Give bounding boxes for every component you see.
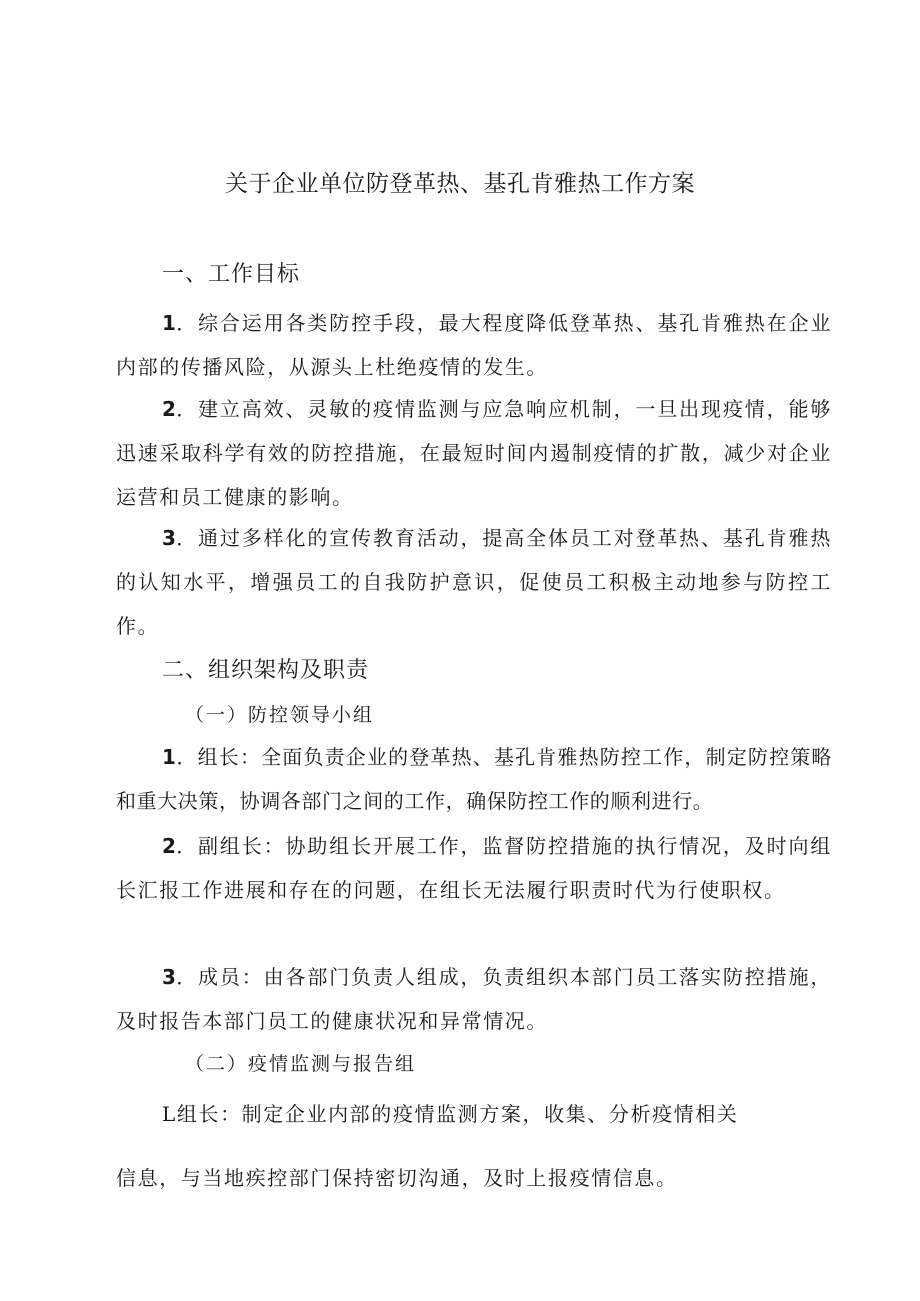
item-number: 2: [162, 834, 176, 858]
group1-item-1: [116, 735, 832, 823]
section1-item-3: [116, 516, 832, 648]
item-text: ．通过多样化的宣传教育活动，提高全体员工对登革热、基孔肯雅热的认知水平，增强员工的自我防护意识，促使员工积极主动地参与防控工作。: [116, 526, 832, 638]
item-number: 3: [162, 526, 176, 550]
section2-heading: 二、组织架构及职责: [162, 658, 370, 683]
item-text: ．综合运用各类防控手段，最大程度降低登革热、基孔肯雅热在企业内部的传播风险，从源头上杜绝疫情的发生。: [116, 311, 832, 379]
item-number: 1: [162, 745, 176, 769]
section1-heading: 一、工作目标: [162, 262, 301, 287]
item-number: 2: [162, 397, 176, 421]
item-number: 1: [162, 311, 176, 335]
item-text: ．副组长：协助组长开展工作，监督防控措施的执行情况，及时向组长汇报工作进展和存在的问题，在组长无法履行职责时代为行使职权。: [116, 834, 832, 902]
group2-item-1-line2: 信息，与当地疾控部门保持密切沟通，及时上报疫情信息。: [116, 1166, 678, 1190]
group2-item-1-line1: L组长：制定企业内部的疫情监测方案，收集、分析疫情相关: [162, 1102, 739, 1126]
item-number: 3: [162, 965, 176, 989]
document-title: 关于企业单位防登革热、基孔肯雅热工作方案: [225, 171, 695, 197]
item-text: ．建立高效、灵敏的疫情监测与应急响应机制，一旦出现疫情，能够迅速采取科学有效的防控措施，在最短时间内遏制疫情的扩散，减少对企业运营和员工健康的影响。: [116, 397, 832, 509]
section1-item-2: [116, 387, 832, 519]
item-text: ．成员：由各部门负责人组成，负责组织本部门员工落实防控措施，及时报告本部门员工的健康状况和异常情况。: [116, 965, 832, 1033]
section1-item-1: [116, 301, 832, 389]
group2-heading: （二）疫情监测与报告组: [185, 1053, 417, 1075]
item-text: ．组长：全面负责企业的登革热、基孔肯雅热防控工作，制定防控策略和重大决策，协调各部门之间的工作，确保防控工作的顺利进行。: [116, 745, 832, 813]
group1-item-2: [116, 824, 832, 912]
group1-item-3: [116, 955, 832, 1043]
group1-heading: （一）防控领导小组: [185, 704, 375, 726]
